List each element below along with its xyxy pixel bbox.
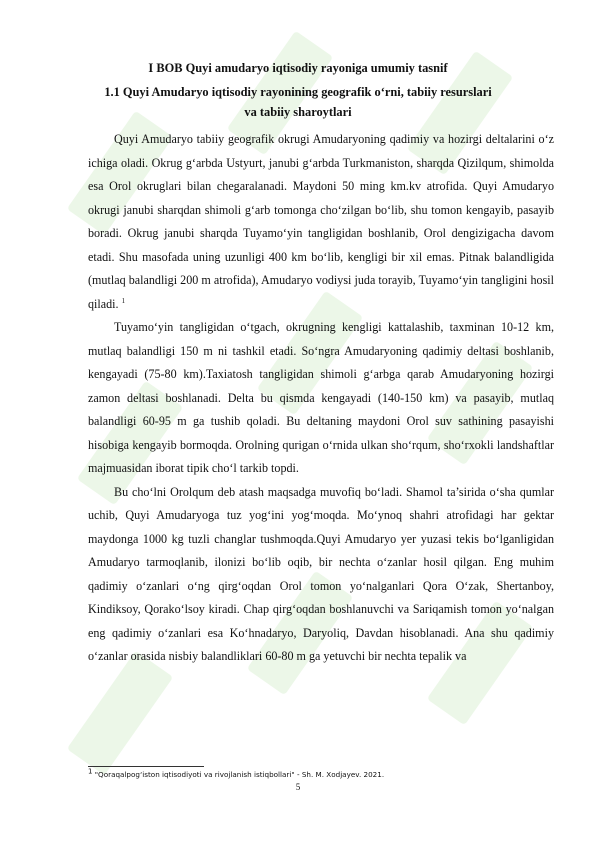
page-number: 5 [295,782,301,792]
body-text [88,128,554,669]
paragraph-3: Bu cho‘lni Orolqum deb atash maqsadga muvofiq bo‘ladi. Shamol ta’sirida o‘sha qumlar uchib, Quyi Amudaryoga tuz yog‘ini yog‘moqda. Mo‘ynoq shahri atrofidagi har gektar maydonga 1000 kg tuzli changlar tushmoqda.Quyi Amudaryo yer yuzasi tekis bo‘lganligidan Amudaryo tarmoqlanib, ilonizi bo‘lib oqib, bir nechta o‘zanlar hosil qilgan. Eng muhim qadimiy o‘zanlari o‘ng qirg‘oqdan Orol tomon yo‘nalganlari Qora O‘zak, Shertanboy, Kindiksoy, Qorako‘lsoy kiradi. Chap qirg‘oqdan boshlanuvchi va Sariqamish tomon yo‘nalgan eng qadimiy o‘zanlari esa Ko‘hnadaryo, Daryoliq, Davdan hisoblanadi. Ana shu qadimiy o‘zanlar orasida nisbiy balandliklari 60-80 m ga yetuvchi bir nechta tepalik va [88,484,554,663]
section-title-line2: va tabiiy sharoytlari [244,105,352,119]
section-title [0,82,596,122]
paragraph-2: Tuyamo‘yin tangligidan o‘tgach, okrugning kengligi kattalashib, taxminan 10-12 km, mutlaq balandligi 150 m ni tashkil etadi. So‘ngra Amudaryoning qadimiy deltasi boshlanib, kengayadi (75-80 km).Taxiatosh tangligidan shimoli g‘arbga qarab Amudaryoning hozirgi zamon deltasi boshlanadi. Delta bu qismda kengayadi (140-150 km) va pasayib, mutlaq balandligi 60-95 m ga tushib qoladi. Bu deltaning maydoni Orol suv sathining pasayishi hisobiga kengayib bormoqda. Orolning qurigan o‘rnida ulkan sho‘rqum, sho‘rxokli landshaftlar majmuasidan iborat tipik cho‘l tarkib topdi. [88,320,554,475]
chapter-title: I BOB Quyi amudaryo iqtisodiy rayoniga umumiy tasnif [148,61,448,75]
footnote-ref[interactable]: 1 [121,296,126,305]
section-title-line1: 1.1 Quyi Amudaryo iqtisodiy rayonining geografik o‘rni, tabiiy resurslari [104,85,492,99]
footnote-text: "Qoraqalpog‘iston iqtisodiyoti va rivojlanish istiqbollari" - Sh. M. Xodjayev. 2021. [92,770,385,779]
footnote-number: 1 [88,767,93,776]
paragraph-1-text: Quyi Amudaryo tabiiy geografik okrugi Amudaryoning qadimiy va hozirgi deltalarini o‘z ichiga oladi. Okrug g‘arbda Ustyurt, janubi g‘arbda Turkmaniston, sharqda Qizilqum, shimolda esa Orol okruglari bilan chegaralanadi. Maydoni 50 ming km.kv atrofida. Quyi Amudaryo okrugi janubi sharqdan shimoli g‘arb tomonga cho‘zilgan bo‘lib, shu tomon kengayib, pasayib boradi. Okrug janubi sharqda Tuyamo‘yin tangligidan boshlanib, Orol dengizigacha davom etadi. Shu masofada uning uzunligi 400 km bo‘lib, kengligi bir xil emas. Pitnak balandligida (mutlaq balandligi 200 m atrofida), Amudaryo vodiysi juda torayib, Tuyamo‘yin tangligini hosil qiladi. [88,132,554,311]
paragraph-1 [88,128,554,316]
footnote [88,767,554,780]
footnote-divider [88,766,204,767]
